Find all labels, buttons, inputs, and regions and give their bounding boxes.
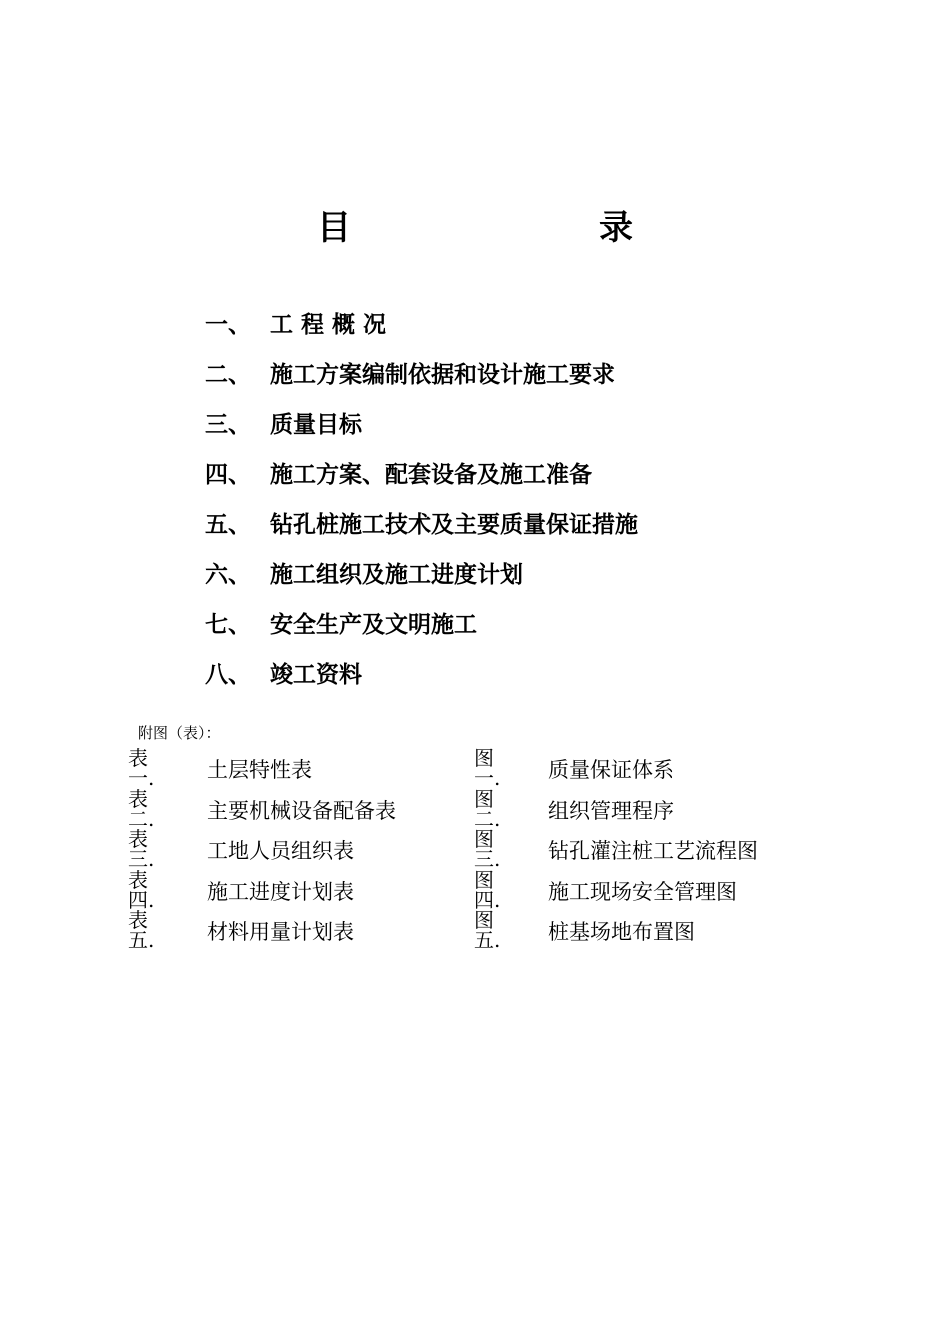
table-label: 土层特性表	[207, 758, 312, 782]
table-label: 工地人员组织表	[207, 839, 354, 863]
toc-text: 施工组织及施工进度计划	[270, 561, 523, 588]
table-code: 表四.	[128, 869, 155, 910]
figure-code: 图二.	[474, 788, 501, 829]
toc-text: 施工方案、配套设备及施工准备	[270, 461, 592, 488]
table-label: 主要机械设备配备表	[207, 798, 396, 823]
toc-text: 施工方案编制依据和设计施工要求	[270, 361, 615, 388]
toc-item	[205, 355, 638, 405]
toc-number: 六、	[205, 561, 251, 588]
toc-item	[205, 655, 638, 705]
table-code: 表五.	[128, 910, 155, 950]
toc-item	[205, 505, 638, 555]
figure-label: 桩基场地布置图	[548, 920, 695, 944]
table-code: 表一.	[128, 748, 155, 788]
toc-text: 工 程 概 况	[270, 311, 387, 338]
toc-item	[205, 555, 638, 605]
figure-label: 施工现场安全管理图	[548, 879, 737, 904]
figure-code: 图一.	[474, 748, 501, 788]
table-code: 表二.	[128, 788, 155, 829]
figure-code: 图五.	[474, 910, 501, 950]
figure-label: 组织管理程序	[548, 798, 674, 823]
toc-number: 八、	[205, 661, 251, 688]
toc-item	[205, 455, 638, 505]
toc-number: 四、	[205, 461, 251, 488]
toc-number: 三、	[205, 411, 251, 438]
toc-number: 五、	[205, 511, 251, 538]
table-label: 施工进度计划表	[207, 879, 354, 904]
toc-number: 七、	[205, 611, 251, 638]
toc-number: 一、	[205, 311, 251, 338]
figure-label: 钻孔灌注桩工艺流程图	[548, 839, 758, 863]
toc-text: 安全生产及文明施工	[270, 611, 477, 638]
toc-text: 钻孔桩施工技术及主要质量保证措施	[270, 511, 638, 538]
table-label: 材料用量计划表	[207, 920, 354, 944]
table-of-contents	[205, 305, 638, 705]
toc-item	[205, 405, 638, 455]
figure-code: 图四.	[474, 869, 501, 910]
figure-label: 质量保证体系	[548, 758, 674, 782]
toc-text: 竣工资料	[270, 661, 362, 688]
table-code: 表三.	[128, 829, 155, 869]
toc-item	[205, 305, 638, 355]
toc-number: 二、	[205, 361, 251, 388]
figure-code: 图三.	[474, 829, 501, 869]
page-title: 目 录	[317, 208, 693, 248]
toc-item	[205, 605, 638, 655]
toc-text: 质量目标	[270, 411, 362, 438]
appendix-heading: 附图（表）：	[138, 724, 221, 742]
